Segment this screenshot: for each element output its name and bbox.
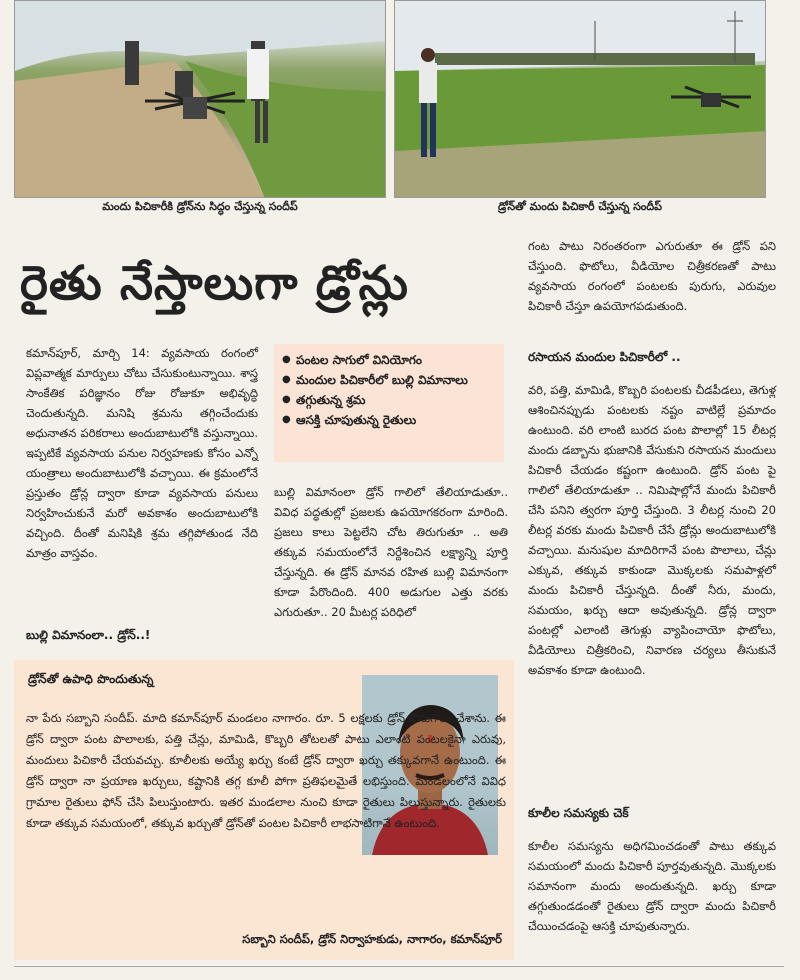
highlight-item: ● మందుల పిచికారీలో బుల్లి విమానాలు xyxy=(282,370,496,390)
highlight-item: ● పంటల సాగులో వినియోగం xyxy=(282,350,496,370)
drone-spraying-illustration xyxy=(395,1,766,198)
testimonial-text xyxy=(26,708,506,834)
photo-drone-spraying xyxy=(394,0,766,198)
highlight-item: ● ఆసక్తి చూపుతున్న రైతులు xyxy=(282,410,496,430)
bottom-divider xyxy=(14,966,784,967)
testimonial-title: డ్రోన్‌తో ఉపాధి పొందుతున్న xyxy=(28,672,154,686)
column-intro xyxy=(26,343,258,563)
highlights-box xyxy=(274,344,504,462)
column-chemical-spraying xyxy=(528,380,776,680)
column-labour-check xyxy=(528,836,776,936)
intro-paragraph: కమాన్‌పూర్‌, మార్చి 14: వ్యవసాయ రంగంలో విప్లవాత్మక మార్పులు చోటు చేసుకుంటున్నాయి. శాస్త్ర సాంకేతిక పరిజ్ఞానం రోజు రోజుకూ అభివృద్ధి చెందుతున్నది. మనిషి శ్రమను తగ్గించేందుకు అధునాతన పరికరాలు అందుబాటులోకి వస్తున్నాయి. ఇప్పటికే వ్యవసాయ పనుల నిర్వహణకు కోసం ఎన్నో యంత్రాలు అందుబాటులోకి వచ్చాయి. ఈ క్రమంలోనే ప్రస్తుతం డ్రోన్ల ద్వారా కూడా వ్యవసాయ పనులు నిర్వహించుకునే మరో అవకాశం అందుబాటులోకి వచ్చింది. దీంతో మనిషికి శ్రమ తగ్గిపోతుండ నేది మాత్రం వాస్తవం. xyxy=(26,346,258,560)
testimonial-paragraph: నా పేరు సబ్బాని సందీప్‌. మాది కమాన్‌పూర్‌ మండలం నాగారం. రూ. 5 లక్షలకు డ్రోన్ కొనుగోలు చేశాను. ఈ డ్రోన్ ద్వారా పంట పొలాలకు, పత్తి చేన్లు, మామిడి, కొబ్బరి తోటలతో పాటు ఎలాంటి పంటలకైనా ఎరువు, మందులు పిచికారీ చేయవచ్చు. కూలీలకు అయ్యే ఖర్చు కంటే డ్రోన్ ద్వారా ఖర్చు తక్కువగానే ఉంటుంది. ఈ డ్రోన్ ద్వారా నా ప్రయాణ ఖర్చులు, కష్టానికి తగ్గ కూలీ పోగా ప్రతిఫలమైతే లభిస్తుంది. మండలంలోనే వివిధ గ్రామాల రైతులు ఫోన్ చేసి పిలుస్తుంటారు. ఇతర మండలాల నుంచి కూడా రైతులు పిలుస్తున్నారు. రైతులకు కూడా తక్కువ సమయంలో, తక్కువ ఖర్చుతో డ్రోన్‌తో పంటల పిచికారీ లాభసాటిగానే ఉంటుంది. xyxy=(26,711,506,830)
column-continued xyxy=(528,236,776,316)
photo-caption-right: డ్రోన్‌తో మందు పిచికారీ చేస్తున్న సందీప్‌ xyxy=(498,200,662,213)
photo-caption-left: మందు పిచికారీకి డ్రోన్‌ను సిద్ధం చేస్తున్న సందీప్‌ xyxy=(102,200,298,213)
subhead-labour-check: కూలీల సమస్యకు చెక్‌ xyxy=(528,806,629,820)
subhead-chemical-spraying: రసాయన మందుల పిచికారీలో .. xyxy=(528,350,681,364)
highlight-item: ● తగ్గుతున్న శ్రమ xyxy=(282,390,496,410)
chemical-spraying-paragraph: వరి, పత్తి, మామిడి, కొబ్బరి పంటలకు చీడపీడలు, తెగుళ్ల ఆశించినప్పుడు పంటలకు నష్టం వాటిల్లే ప్రమాదం ఉంటుంది. వరి లాంటి బురద పంట పొలాల్లో 15 లీటర్ల మందు డబ్బాను భుజానికి వేసుకుని రసాయన మందులు పిచికారీ చేయడం కష్టంగా ఉంటుంది. డ్రోన్ పంట పై గాలిలో తేలియాడుతూ .. నిమిషాల్లోనే మందు పిచికారీ చేసి పనిని త్వరగా పూర్తి చేస్తుంది. 3 లీటర్ల నుంచి 20 లీటర్ల వరకు మందు పిచికారీ చేసే డ్రోన్లు అందుబాటులోకి వచ్చాయి. మనుషుల మాదిరిగానే పంట పొలాలు, చేన్లు ఎక్కువ, తక్కువ కాకుండా మొక్కలకు సమపాళ్లలో మందు పిచికారీ చేస్తున్నది. దీంతో నీరు, మందు, సమయం, ఖర్చు ఆదా అవుతున్నది. డ్రోన్ల ద్వారా పంటల్లో ఎలాంటి తెగుళ్లు వ్యాపించాయో ఫొటోలు, వీడియోలు చిత్రీకరించి, నివారణ చర్యలు తీసుకునే అవకాశం కూడా ఉంటుంది. xyxy=(528,383,776,677)
labour-check-paragraph: కూలీల సమస్యను అధిగమించడంతో పాటు తక్కువ సమయంలో మందు పిచికారీ పూర్తవుతున్నది. మొక్కలకు సమానంగా మందు అందుతున్నది. ఖర్చు కూడా తగ్గుతుండడంతో రైతులు డ్రోన్ ద్వారా మందు పిచికారీ చేయించడంపై ఆసక్తి చూపుతున్నారు. xyxy=(528,839,776,933)
drone-preparation-illustration xyxy=(15,1,386,198)
testimonial-signature: సబ్బాని సందీప్‌, డ్రోన్ నిర్వాహకుడు, నాగారం, కమాన్‌పూర్‌ xyxy=(242,932,502,946)
continued-paragraph: గంట పాటు నిరంతరంగా ఎగురుతూ ఈ డ్రోన్ పని చేస్తుంది. ఫొటోలు, వీడియోల చిత్రీకరణతో పాటు వ్యవసాయ రంగంలో పంటలకు పురుగు, ఎరువుల పిచికారీ చేస్తూ ఉపయోగపడుతుంది. xyxy=(528,239,776,313)
headline: రైతు నేస్తాలుగా డ్రోన్లు xyxy=(20,256,409,311)
mini-plane-paragraph: బుల్లి విమానంలా డ్రోన్ గాలిలో తేలియాడుతూ.. వివిధ పద్ధతుల్లో ప్రజలకు ఉపయోగకరంగా మారింది. ప్రజలు కాలు పెట్టలేని చోట తిరుగుతూ .. అతి తక్కువ సమయంలోనే నిర్దేశించిన లక్ష్యాన్ని పూర్తి చేస్తున్నది. ఈ డ్రోన్ మానవ రహిత బుల్లి విమానంగా కూడా పేరొందింది. 400 అడుగుల ఎత్తు వరకు ఎగురుతూ.. 20 మీటర్ల పరిధిలో xyxy=(274,485,508,619)
photo-drone-preparation xyxy=(14,0,386,198)
subhead-mini-plane: బుల్లి విమానంలా.. డ్రోన్‌..! xyxy=(26,628,151,642)
column-mini-plane xyxy=(274,482,508,622)
